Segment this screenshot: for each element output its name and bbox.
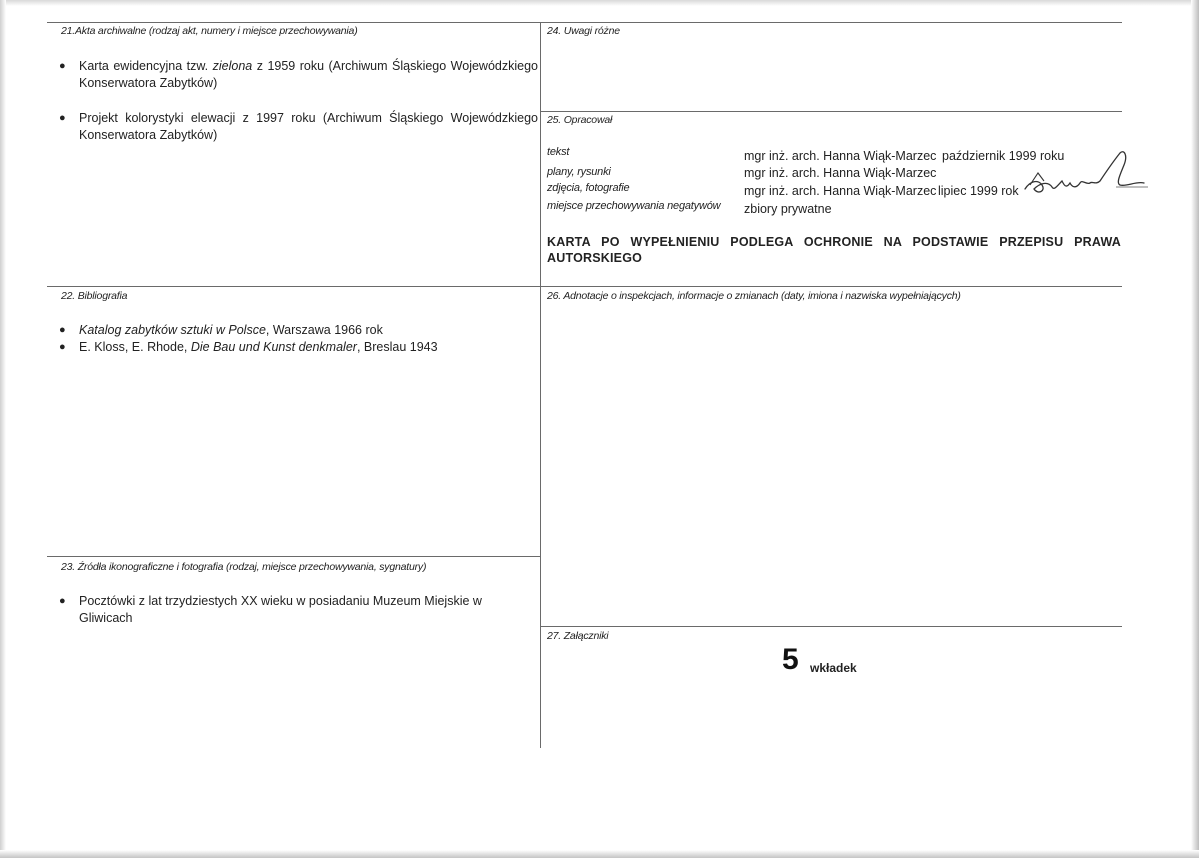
rule-top bbox=[47, 22, 1122, 23]
date-photos: lipiec 1999 rok bbox=[938, 184, 1019, 198]
rule-26-27 bbox=[540, 626, 1122, 627]
attachments-unit: wkładek bbox=[810, 661, 857, 675]
section-21-list bbox=[56, 58, 538, 144]
bullet-icon: ● bbox=[59, 595, 66, 607]
author-photos: mgr inż. arch. Hanna Wiąk-Marzec bbox=[744, 184, 937, 198]
archive-item-prefix: Projekt kolorystyki elewacji z 1997 roku (Archiwum Śląskiego Wojewódzkiego Konserwatora Zabytków) bbox=[79, 111, 538, 142]
section-26-label: 26. Adnotacje o inspekcjach, informacje o zmianach (daty, imiona i nazwiska wypełniających) bbox=[547, 290, 961, 302]
author-plans: mgr inż. arch. Hanna Wiąk-Marzec bbox=[744, 166, 937, 180]
section-23-label: 23. Źródła ikonograficzne i fotografia (rodzaj, miejsce przechowywania, sygnatury) bbox=[61, 561, 427, 573]
rule-24-25 bbox=[540, 111, 1122, 112]
bibliography-italic: Katalog zabytków sztuki w Polsce bbox=[79, 323, 266, 337]
archive-item-italic: zielona bbox=[212, 59, 253, 73]
list-item bbox=[56, 58, 538, 92]
section-22-label: 22. Bibliografia bbox=[61, 290, 128, 302]
attachments-count: 5 bbox=[782, 643, 799, 676]
bullet-icon: ● bbox=[59, 112, 66, 124]
handwritten-signature bbox=[1020, 145, 1150, 200]
archive-item-suffix: z 1959 roku (Archiwum Śląskiego Wojewódzkiego Konserwatora Zabytków) bbox=[79, 59, 539, 90]
scan-edge-right bbox=[1191, 0, 1199, 858]
author-text: mgr inż. arch. Hanna Wiąk-Marzec bbox=[744, 149, 937, 163]
scan-edge-bottom bbox=[0, 850, 1199, 858]
section-22-list bbox=[56, 322, 538, 356]
section-21-label: 21.Akta archiwalne (rodzaj akt, numery i miejsce przechowywania) bbox=[61, 25, 358, 37]
negatives-location: zbiory prywatne bbox=[744, 202, 832, 216]
date-text: październik 1999 roku bbox=[942, 149, 1065, 163]
bullet-icon: ● bbox=[59, 60, 66, 72]
rule-21-22 bbox=[47, 286, 1122, 287]
list-item bbox=[56, 593, 538, 627]
section-27-label: 27. Załączniki bbox=[547, 630, 609, 642]
list-item bbox=[56, 322, 538, 339]
section-25-label: 25. Opracował bbox=[547, 114, 613, 126]
role-label-negatives: miejsce przechowywania negatywów bbox=[547, 200, 721, 212]
bibliography-suffix: , Breslau 1943 bbox=[356, 340, 438, 354]
role-label-text: tekst bbox=[547, 146, 570, 158]
archive-item-prefix: Karta ewidencyjna tzw. bbox=[79, 59, 213, 73]
role-label-plans: plany, rysunki bbox=[547, 166, 611, 178]
bullet-icon: ● bbox=[59, 341, 66, 353]
iconography-item: Pocztówki z lat trzydziestych XX wieku w posiadaniu Muzeum Miejskie w Gliwicach bbox=[79, 594, 482, 625]
list-item bbox=[56, 339, 538, 356]
copyright-notice: KARTA PO WYPEŁNIENIU PODLEGA OCHRONIE NA PODSTAWIE PRZEPISU PRAWA AUTORSKIEGO bbox=[547, 235, 1121, 265]
bibliography-prefix: E. Kloss, E. Rhode, bbox=[79, 340, 191, 354]
role-label-photos: zdjęcia, fotografie bbox=[547, 182, 630, 194]
scan-edge-top bbox=[0, 0, 1199, 6]
section-24-label: 24. Uwagi różne bbox=[547, 25, 620, 37]
rule-22-23 bbox=[47, 556, 540, 557]
bibliography-italic: Die Bau und Kunst denkmaler bbox=[190, 340, 357, 354]
list-item bbox=[56, 110, 538, 144]
bibliography-suffix: , Warszawa 1966 rok bbox=[265, 323, 383, 337]
rule-center-divider bbox=[540, 22, 541, 748]
section-23-list bbox=[56, 593, 538, 627]
scan-edge-left bbox=[0, 0, 6, 858]
bullet-icon: ● bbox=[59, 324, 66, 336]
